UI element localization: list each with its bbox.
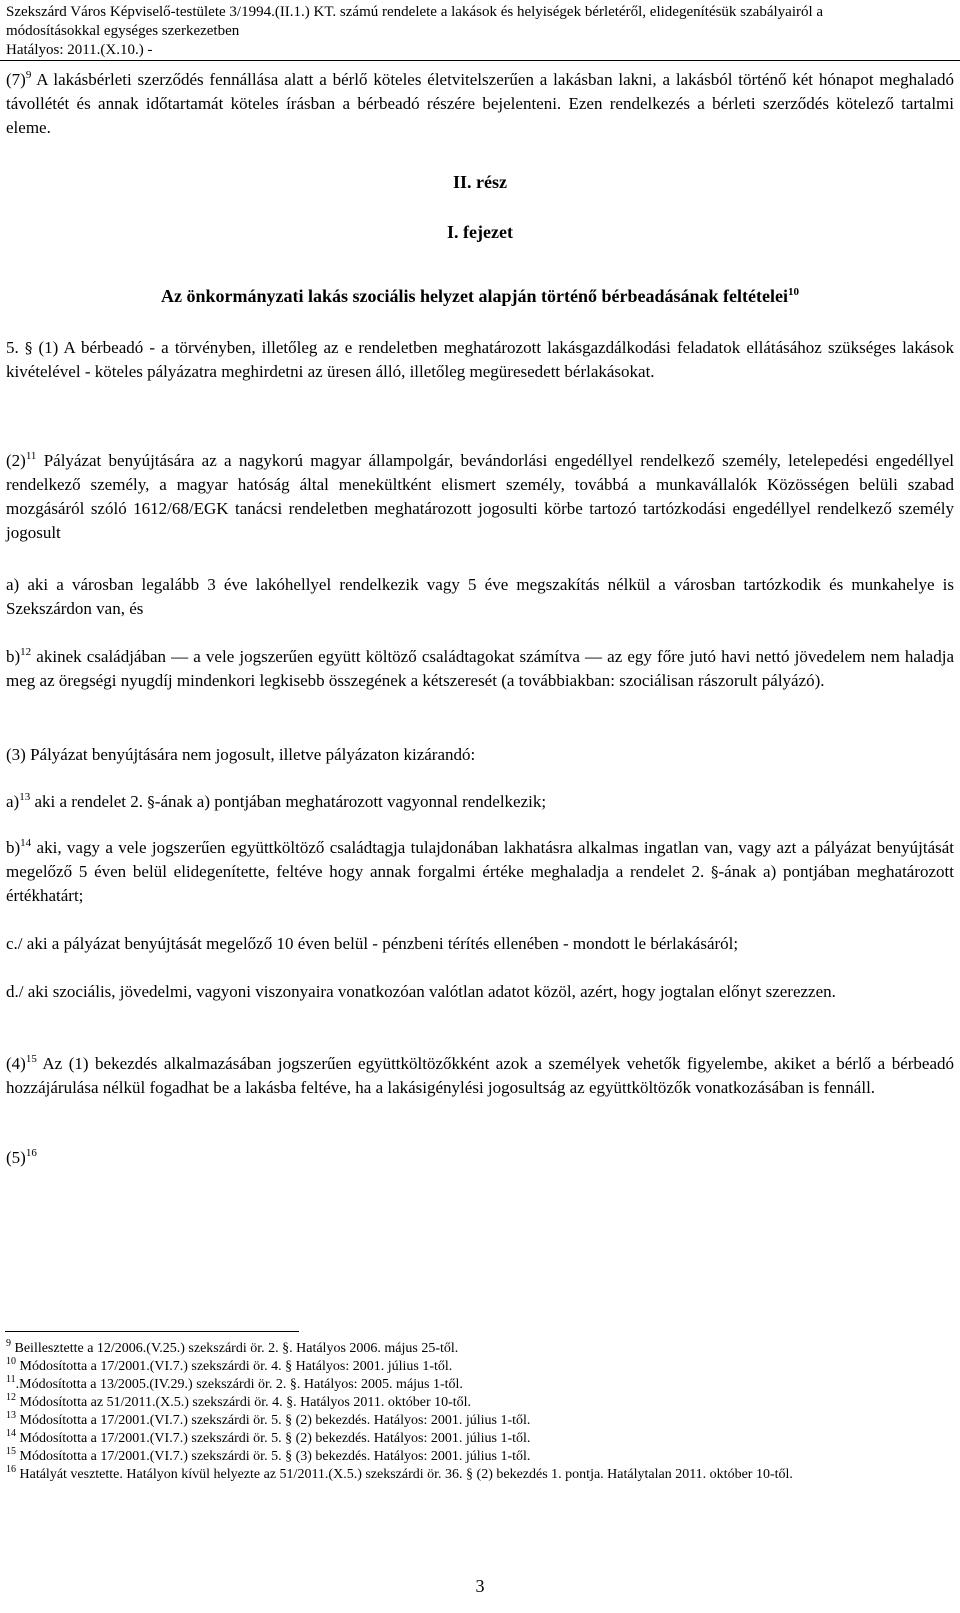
footnote-13 <box>6 1412 530 1430</box>
footnote-ref: 10 <box>787 286 799 298</box>
header-line-2: módosításokkal egységes szerkezetben <box>6 23 240 39</box>
section-number: 5. <box>6 338 19 357</box>
section-symbol: § <box>711 863 719 881</box>
footnote-ref: 15 <box>25 1053 37 1065</box>
item-text: aki a városban legalább 3 éve lakóhellyel rendelkezik vagy 5 éve megszakítás nélkül a városban tartózkodik és munkahelye is Szekszárdon van, és <box>6 575 954 618</box>
footnote-text: Módosította a 17/2001.(VI.7.) szekszárdi ör. 4. § Hatályos: 2001. július 1-től. <box>19 1359 453 1374</box>
item-a <box>6 573 954 621</box>
footnote-11 <box>6 1376 463 1394</box>
paragraph-label: (7) <box>6 70 26 89</box>
item-label: b) <box>6 838 21 857</box>
footnote-number: 11 <box>6 1374 16 1385</box>
footnote-text: Beillesztette a 12/2006.(V.25.) szekszárdi ör. 2. §. Hatályos 2006. május 25-től. <box>14 1341 459 1356</box>
footnote-12 <box>6 1394 471 1412</box>
section-heading <box>0 284 960 308</box>
footnote-10 <box>6 1358 452 1376</box>
section-symbol: § <box>147 793 155 811</box>
footnote-text: Módosította a 17/2001.(VI.7.) szekszárdi ör. 5. § (2) bekezdés. Hatályos: 2001. július 1-től. <box>19 1431 531 1446</box>
footnote-number: 13 <box>6 1410 16 1421</box>
footnote-ref: 12 <box>20 646 32 658</box>
page-number: 3 <box>475 1576 485 1596</box>
footnote-text: .Módosította a 13/2005.(IV.29.) szekszárdi ör. 2. §. Hatályos: 2005. május 1-től. <box>15 1377 463 1392</box>
header-line-3: Hatályos: 2011.(X.10.) - <box>6 42 153 58</box>
footnote-ref: 9 <box>25 69 32 81</box>
footnote-number: 16 <box>6 1464 16 1475</box>
running-header <box>6 3 823 60</box>
footnote-number: 9 <box>6 1338 11 1349</box>
header-divider <box>0 60 960 61</box>
item-text: akinek családjában — a vele jogszerűen együtt költöző családtagokat számítva — az egy főre jutó havi nettó jövedelem nem haladja meg az öregségi nyugdíj mindenkori legkisebb összegének a kétszeresét (a továbbiakban: szociálisan rászorult pályázó). <box>6 647 954 690</box>
excl-item-c <box>6 932 954 956</box>
section-heading-text: Az önkormányzati lakás szociális helyzet alapján történő bérbeadásának feltételei <box>161 286 788 306</box>
item-text: d./ aki szociális, jövedelmi, vagyoni viszonyaira vonatkozóan valótlan adatot közöl, azért, hogy jogtalan előnyt szerezzen. <box>6 982 836 1001</box>
paragraph-text: A lakásbérleti szerződés fennállása alatt a bérlő köteles életvitelszerűen a lakásban lakni, a lakásból történő két hónapot meghaladó távollétét és annak időtartamát köteles írásban a bérbeadó részére bejelenteni. Ezen rendelkezés a bérleti szerződés kötelező tartalmi eleme. <box>6 70 955 137</box>
paragraph-7 <box>6 68 954 140</box>
footnote-text: Hatályát vesztette. Hatályon kívül helyezte az 51/2011.(X.5.) szekszárdi ör. 36. § (2) bekezdés 1. pontja. Hatálytalan 2011. október 10-től. <box>19 1467 793 1482</box>
footnote-ref: 16 <box>25 1147 37 1159</box>
item-text: aki a rendelet 2. <box>34 792 144 811</box>
item-label: b) <box>6 647 21 666</box>
footnote-text: Módosította a 17/2001.(VI.7.) szekszárdi ör. 5. § (3) bekezdés. Hatályos: 2001. július 1-től. <box>19 1449 531 1464</box>
paragraph-label: (4) <box>6 1054 26 1073</box>
paragraph-text: (1) A bérbeadó - a törvényben, illetőleg az e rendeletben meghatározott lakásgazdálkodási feladatok ellátásához szükséges lakások kivételével - köteles pályázatra meghirdetni az üresen álló, illetőleg megüresedett bérlakásokat. <box>6 338 954 381</box>
footnote-15 <box>6 1448 530 1466</box>
footnote-ref: 14 <box>20 837 32 849</box>
section-5-par-1 <box>6 336 954 384</box>
section-5-par-3 <box>6 743 954 767</box>
footnote-divider <box>5 1331 299 1332</box>
section-5-par-4 <box>6 1052 954 1100</box>
item-text: -ának a) pontjában meghatározott vagyonnal rendelkezik; <box>154 792 547 811</box>
footnote-number: 10 <box>6 1356 16 1367</box>
footnote-number: 12 <box>6 1392 16 1403</box>
item-text: -ának a) pontjában meghatározott értékhatárt; <box>6 862 955 905</box>
part-title: II. rész <box>453 172 507 192</box>
excl-item-a <box>6 790 954 814</box>
header-line-1: Szekszárd Város Képviselő-testülete 3/1994.(II.1.) KT. számú rendelete a lakások és helyiségek bérletéről, elidegenítésük szabályairól a <box>6 4 824 20</box>
footnote-text: Módosította az 51/2011.(X.5.) szekszárdi ör. 4. §. Hatályos 2011. október 10-től. <box>19 1395 472 1410</box>
paragraph-text: (3) Pályázat benyújtására nem jogosult, illetve pályázaton kizárandó: <box>6 745 476 764</box>
item-text: c./ aki a pályázat benyújtását megelőző 10 éven belül - pénzbeni térítés ellenében - mondott le bérlakásáról; <box>6 934 739 953</box>
footnote-ref: 11 <box>25 450 37 462</box>
paragraph-label: (2) <box>6 451 26 470</box>
paragraph-text: Az (1) bekezdés alkalmazásában jogszerűen együttköltözőkként azok a személyek vehetők figyelembe, akiket a bérlő a bérbeadó hozzájárulása nélkül fogadhat be a lakásba feltéve, ha a lakásigénylési jogosultság az együttköltözők vonatkozásában is fennáll. <box>6 1054 955 1097</box>
excl-item-d <box>6 980 954 1004</box>
footnote-9 <box>6 1340 458 1358</box>
excl-item-b <box>6 836 954 908</box>
footnote-number: 14 <box>6 1428 16 1439</box>
footnote-14 <box>6 1430 530 1448</box>
section-5-par-5 <box>6 1146 954 1170</box>
section-5-par-2 <box>6 449 954 545</box>
footnote-ref: 13 <box>19 791 31 803</box>
paragraph-label: (5) <box>6 1148 26 1167</box>
footnote-number: 15 <box>6 1446 16 1457</box>
section-symbol: § <box>24 339 33 357</box>
item-b <box>6 645 954 693</box>
item-label: a) <box>6 575 20 594</box>
item-text: aki, vagy a vele jogszerűen együttköltöző családtagja tulajdonában lakhatásra alkalmas ingatlan van, vagy azt a pályázat benyújtását megelőző 5 éven belül elidegenítette, feltéve hogy annak forgalmi értéke meghaladja a rendelet 2. <box>6 838 955 881</box>
paragraph-text: Pályázat benyújtására az a nagykorú magyar állampolgár, bevándorlási engedéllyel rendelkező személy, letelepedési engedéllyel rendelkező személy, a magyar hatóság által menekültként elismert személy, továbbá a munkavállalók Közösségen belüli szabad mozgásáról szóló 1612/68/EGK tanácsi rendeletben meghatározott jogosulti körbe tartozó tartózkodási engedéllyel rendelkező személy jogosult <box>6 451 955 542</box>
footnote-16 <box>6 1466 793 1484</box>
chapter-title: I. fejezet <box>447 222 513 242</box>
footnote-text: Módosította a 17/2001.(VI.7.) szekszárdi ör. 5. § (2) bekezdés. Hatályos: 2001. július 1-től. <box>19 1413 531 1428</box>
item-label: a) <box>6 792 20 811</box>
